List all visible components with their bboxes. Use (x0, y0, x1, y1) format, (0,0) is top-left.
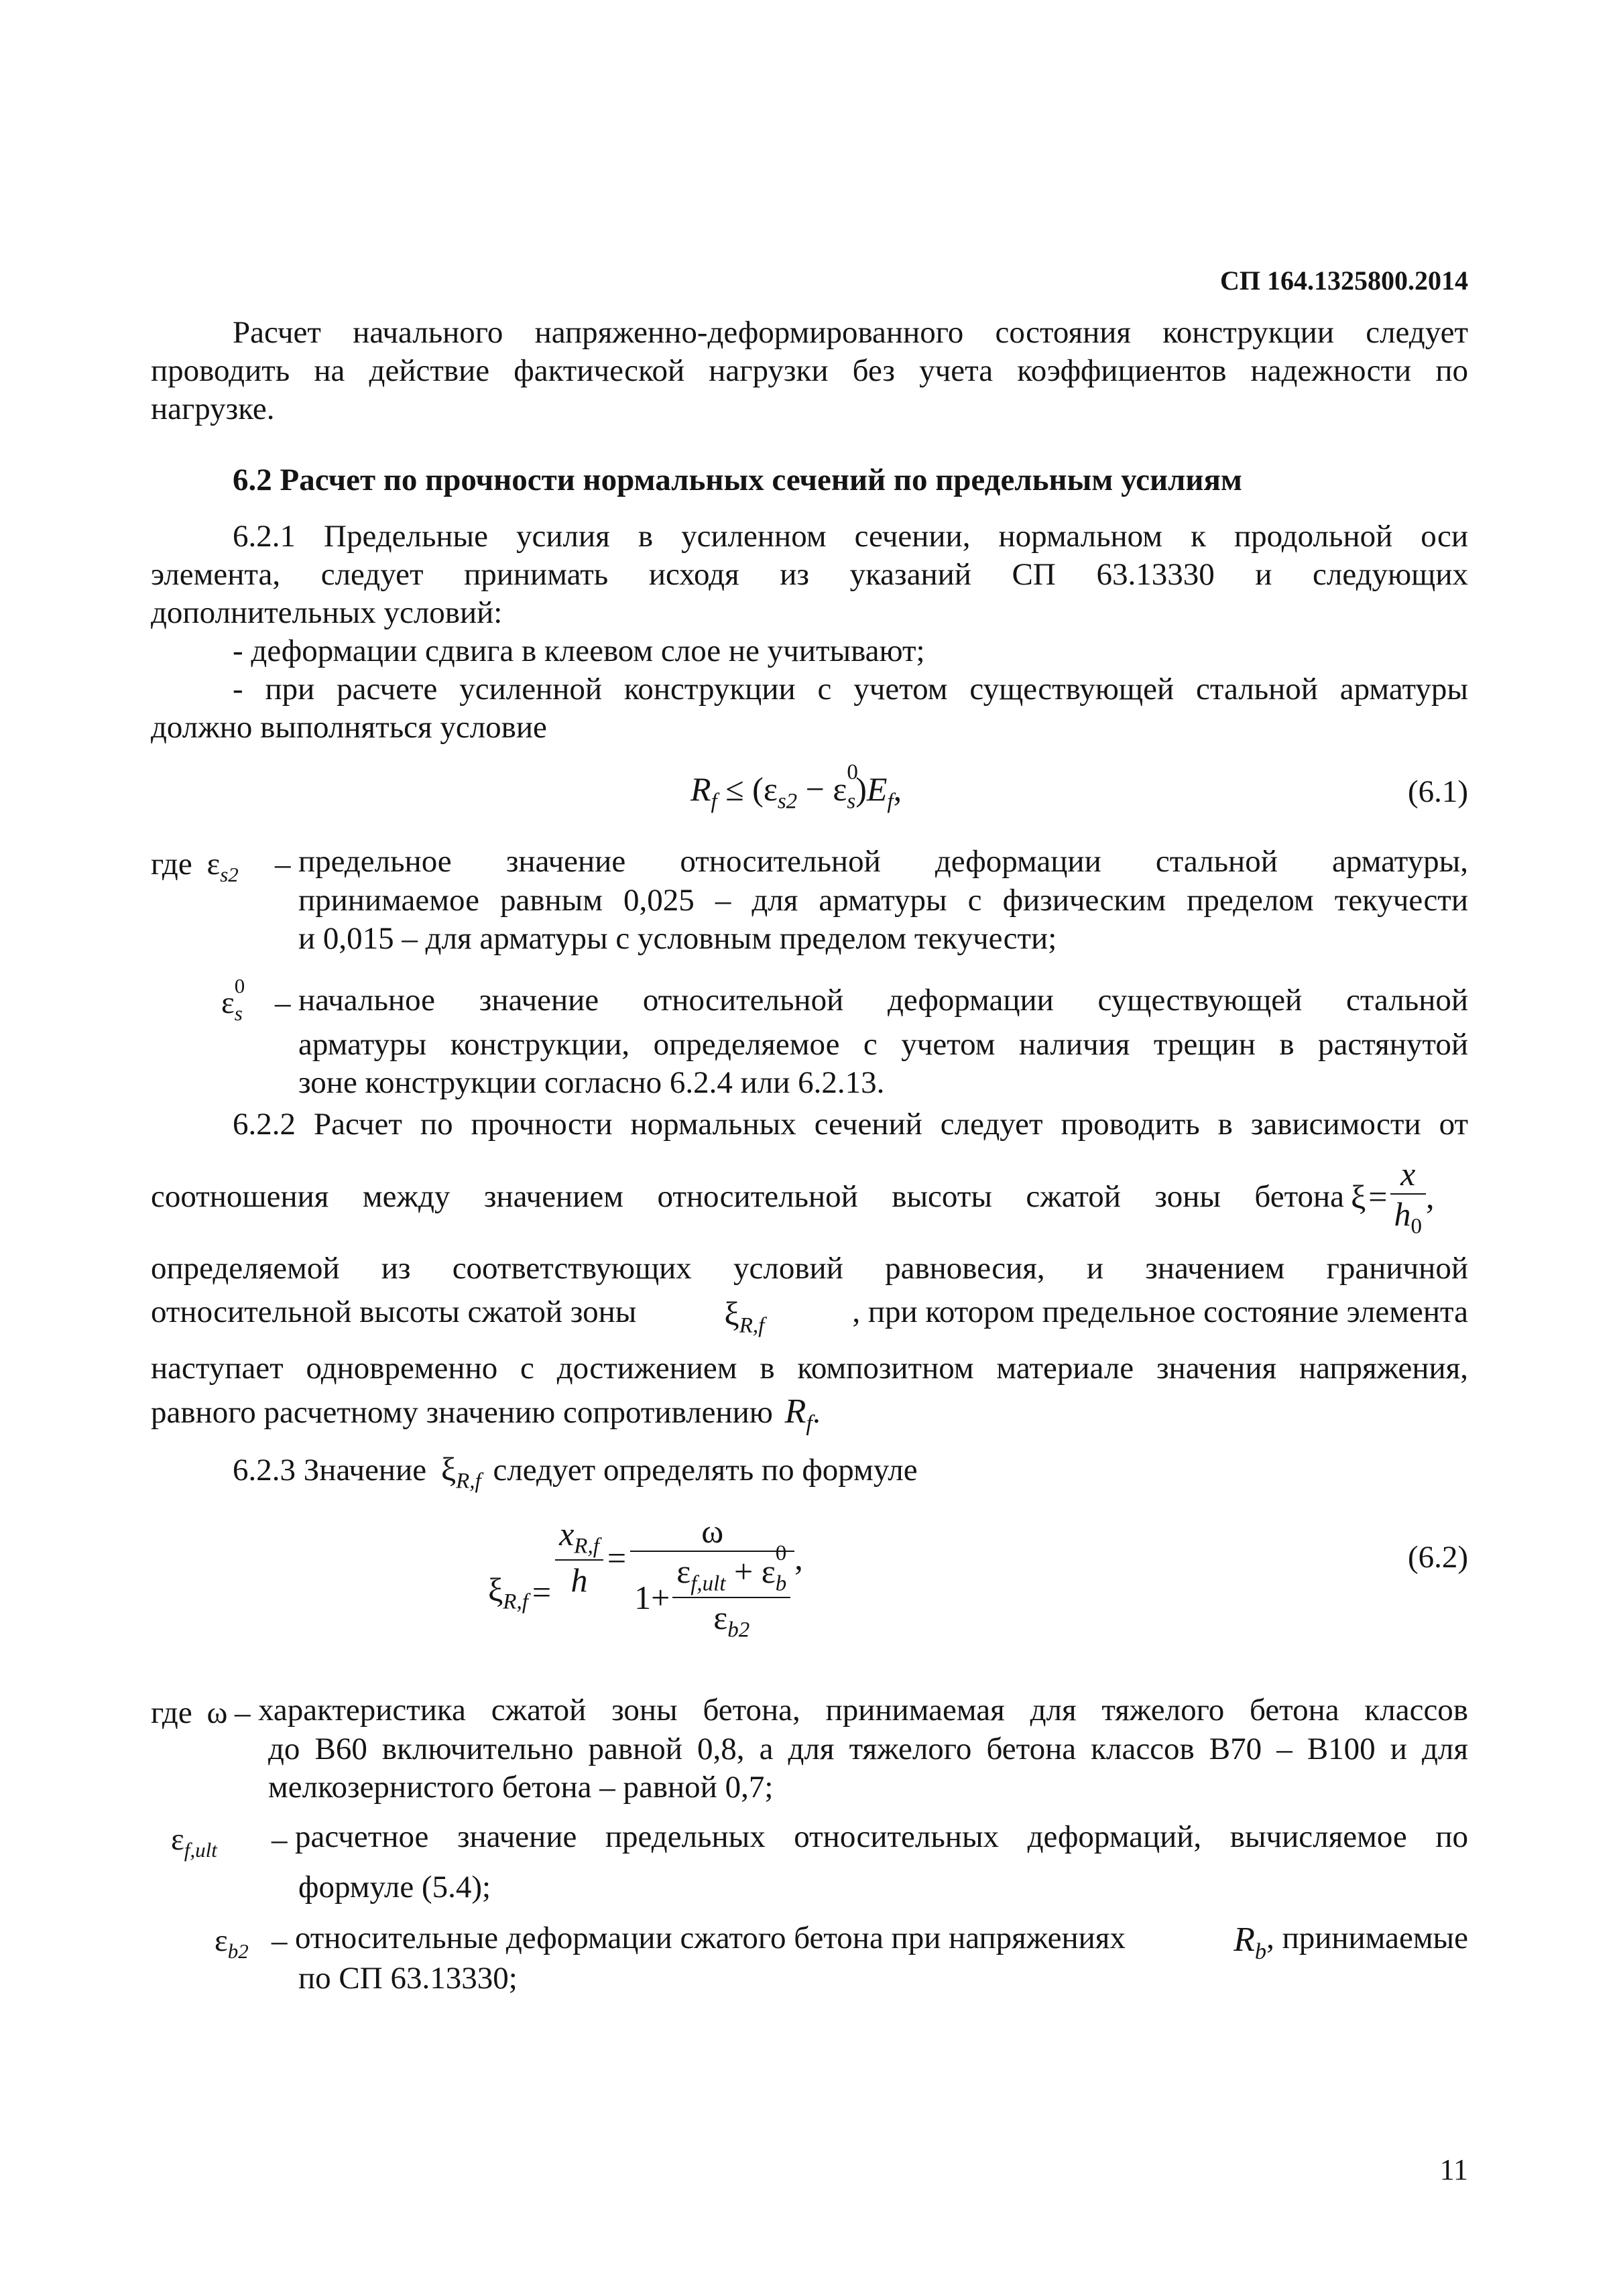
formula-punct: , (794, 1539, 803, 1577)
where61-dash-1: – (275, 847, 291, 882)
where62-def3-line-1: относительные деформации сжатого бетона при напряжениях $R_b$ , принимаемые (295, 1921, 1468, 1964)
formula-subscript: f (887, 789, 894, 814)
formula-paren: ( (752, 770, 764, 808)
formula-symbol: E (866, 770, 888, 808)
symbol-eps-s0: ε 0 $_s$ (221, 974, 245, 1025)
where-word: где (151, 1695, 192, 1730)
fraction-x-over-h0 (1390, 1154, 1427, 1240)
formula-paren: ) (855, 770, 867, 808)
intro-line-1: Расчет начального напряженно-деформированного состояния конструкции следует (233, 315, 1468, 350)
formula-operator: = (1368, 1178, 1388, 1215)
where62-def2-line-2: формуле (5.4); (298, 1870, 491, 1905)
where61-label (151, 846, 239, 887)
where62-def3-line-2: по СП 63.13330; (298, 1961, 518, 1996)
where61-def2-line-1: начальное значение относительной деформации существующей стальной (298, 983, 1468, 1018)
p621-line-1: 6.2.1 Предельные усилия в усиленном сечении, нормальном к продольной оси (233, 519, 1468, 554)
formula-symbol: ε (763, 770, 778, 808)
formula-superscript: 0 (847, 760, 858, 784)
formula-punct: , (1426, 1178, 1435, 1215)
p621-bullet-2-line-1: - при расчете усиленной конструкции с учетом существующей стальной арматуры (233, 672, 1468, 707)
where62-def1-line-2: до В60 включительно равной 0,8, а для тяжелого бетона классов В70 – В100 и для (268, 1732, 1468, 1766)
where61-def1-line-2: принимаемое равным 0,025 – для арматуры с физическим пределом текучести (298, 883, 1468, 918)
denominator: $h_0$ (1394, 1195, 1422, 1239)
symbol-xi-rf: $\xi_{R,f}$ (440, 1450, 481, 1494)
numerator: x (1400, 1154, 1416, 1193)
formula-number-6-2: (6.2) (1407, 1540, 1468, 1575)
symbol-xi-rf: $\xi_{R,f}$ (488, 1570, 528, 1614)
symbol-rb: $R_b$ (1234, 1921, 1267, 1964)
where62-def1-line-3: мелкозернистого бетона – равной 0,7; (268, 1770, 774, 1805)
formula-number-6-1: (6.1) (1407, 774, 1468, 809)
formula-operator: − (805, 770, 825, 808)
symbol-omega: ω (206, 1695, 228, 1730)
denominator (630, 1541, 794, 1642)
where61-def2-line-2: арматуры конструкции, определяемое с учетом наличия трещин в растянутой (298, 1027, 1468, 1062)
formula-punct: , (893, 770, 902, 808)
symbol-rf: $R_f$ (784, 1392, 813, 1436)
p622-line-4: относительной высоты сжатой зоны $\xi_{R,f}$ , при котором предельное состояние элемента (151, 1294, 1468, 1338)
p622-line-1: 6.2.2 Расчет по прочности нормальных сечений следует проводить в зависимости от (233, 1107, 1468, 1142)
where62-dash-3: – (272, 1923, 288, 1958)
where-word: где (151, 847, 192, 882)
formula-subsup (847, 760, 858, 814)
symbol-eps-f-ult: $\varepsilon_{f,ult}$ (171, 1822, 217, 1862)
numerator: ω (701, 1512, 724, 1550)
page-number: 11 (1439, 2153, 1468, 2186)
formula-symbol: R (690, 770, 711, 808)
where61-dash-2: – (275, 985, 291, 1020)
one-plus: 1+ (634, 1578, 670, 1616)
symbol-eps-b2: $\varepsilon_{b2}$ (215, 1923, 249, 1963)
fraction-omega (630, 1512, 794, 1642)
inner-fraction (672, 1541, 790, 1642)
where62-dash-1: – (235, 1695, 251, 1730)
denominator: h (570, 1561, 588, 1599)
formula-symbol: ε (833, 770, 847, 808)
p622-line-3: определяемой из соответствующих условий равновесия, и значением граничной (151, 1251, 1468, 1286)
p622-line-6: равного расчетному значению сопротивлению $R_f$. (151, 1392, 821, 1436)
p621-line-3: дополнительных условий: (151, 595, 503, 630)
where62-def1-line-1: характеристика сжатой зоны бетона, принимаемая для тяжелого бетона классов (258, 1693, 1468, 1728)
symbol-eps-s2: $\varepsilon_{s2}$ (206, 847, 239, 886)
p622-line-2: соотношения между значением относительной высоты сжатой зоны бетона (151, 1179, 1344, 1214)
fraction-x-over-h (555, 1514, 603, 1599)
denominator: $\varepsilon_{b2}$ (713, 1598, 750, 1642)
where61-def2-line-3: зоне конструкции согласно 6.2.4 или 6.2.13. (298, 1065, 885, 1100)
symbol-xi: ξ (1351, 1178, 1366, 1215)
intro-line-2: проводить на действие фактической нагрузки без учета коэффициентов надежности по (151, 353, 1468, 388)
formula-6-2 (488, 1512, 803, 1673)
formula-operator: ≤ (725, 770, 744, 808)
formula-operator: = (532, 1573, 552, 1611)
p623-line: 6.2.3 Значение $\xi_{R,f}$ следует определять по формуле (233, 1450, 918, 1494)
where62-label (151, 1695, 227, 1731)
numerator: $x_{R,f}$ (559, 1515, 599, 1559)
symbol-xi-rf: $\xi_{R,f}$ (724, 1294, 765, 1338)
section-heading: 6.2 Расчет по прочности нормальных сечений по предельным усилиям (233, 463, 1242, 497)
p621-line-2: элемента, следует принимать исходя из указаний СП 63.13330 и следующих (151, 557, 1468, 592)
formula-subscript: f (711, 789, 717, 814)
formula-xi-def (1351, 1140, 1435, 1254)
where62-dash-2: – (272, 1822, 288, 1857)
p621-bullet-1: - деформации сдвига в клеевом слое не учитывают; (233, 633, 925, 668)
where61-def1-line-3: и 0,015 – для арматуры с условным пределом текучести; (298, 921, 1057, 956)
formula-operator: = (607, 1539, 627, 1577)
document-code: СП 164.1325800.2014 (1220, 265, 1468, 296)
formula-subscript: s2 (777, 789, 798, 814)
intro-line-3: нагрузке. (151, 391, 275, 426)
where61-def1-line-1: предельное значение относительной деформации стальной арматуры, (298, 844, 1468, 879)
formula-subscript: s (847, 789, 856, 814)
where62-def2-line-1: расчетное значение предельных относительных деформаций, вычисляемое по (295, 1819, 1468, 1854)
numerator: $\varepsilon_{f,ult} + \varepsilon$ 0 $_b$ (676, 1541, 787, 1596)
p622-line-5: наступает одновременно с достижением в композитном материале значения напряжения, (151, 1351, 1468, 1386)
formula-6-1 (690, 760, 902, 814)
p621-bullet-2-line-2: должно выполняться условие (151, 710, 547, 745)
